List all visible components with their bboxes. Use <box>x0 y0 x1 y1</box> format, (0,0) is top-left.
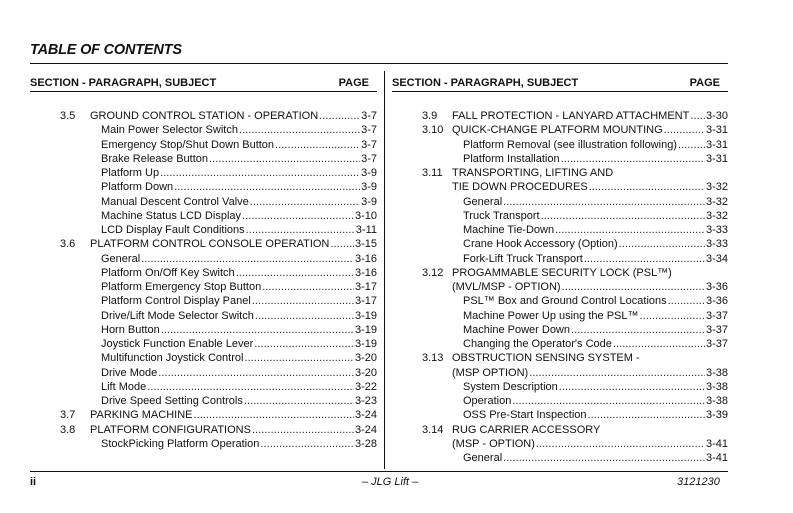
toc-entry[interactable] <box>392 180 728 194</box>
toc-entry[interactable] <box>392 351 728 365</box>
toc-entry-page: 3-9 <box>361 181 377 194</box>
dot-leader <box>559 380 705 394</box>
dot-leader <box>147 380 354 394</box>
toc-entry-page: 3-17 <box>354 295 377 308</box>
toc-entry[interactable] <box>392 437 728 451</box>
toc-entry-page: 3-38 <box>705 395 728 407</box>
toc-entry-page: 3-30 <box>705 110 728 122</box>
toc-entry-title: TIE DOWN PROCEDURES <box>452 181 588 194</box>
toc-entry-title: OBSTRUCTION SENSING SYSTEM - <box>452 352 640 365</box>
toc-entry-page: 3-32 <box>705 181 728 194</box>
dot-leader <box>260 437 354 451</box>
toc-entry-title: Drive Mode <box>101 366 158 379</box>
toc-entry[interactable] <box>392 323 728 337</box>
toc-entry-page: 3-39 <box>705 409 728 422</box>
toc-entry-number: 3.6 <box>60 238 76 251</box>
column-header <box>30 75 377 91</box>
dot-leader <box>668 294 705 308</box>
toc-entry[interactable] <box>30 351 377 365</box>
toc-entry[interactable] <box>30 280 377 294</box>
toc-entry[interactable] <box>30 223 377 237</box>
dot-leader <box>503 195 705 209</box>
toc-entry-title: RUG CARRIER ACCESSORY <box>452 423 601 436</box>
toc-entry-title: Brake Release Button <box>101 152 209 165</box>
toc-entry-page: 3-22 <box>354 380 377 393</box>
toc-entry-page: 3-19 <box>354 338 377 350</box>
dot-leader <box>244 351 354 365</box>
toc-entry-title: Drive/Lift Mode Selector Switch <box>101 309 254 322</box>
dot-leader <box>242 209 354 223</box>
dot-leader <box>639 309 704 323</box>
toc-entry-title: Joystick Function Enable Lever <box>101 338 254 350</box>
toc-entry-title: StockPicking Platform Operation <box>101 437 260 450</box>
toc-entry[interactable] <box>392 408 728 422</box>
toc-entry[interactable] <box>30 138 377 152</box>
toc-entry-title: QUICK-CHANGE PLATFORM MOUNTING <box>452 124 663 137</box>
toc-entry-page: 3-9 <box>361 195 377 208</box>
dot-leader <box>250 195 360 209</box>
toc-entry-title: (MVL/MSP - OPTION) <box>452 281 561 293</box>
toc-entry-title: GROUND CONTROL STATION - OPERATION <box>90 110 319 122</box>
toc-entry-title: Changing the Operator's Code <box>463 338 612 350</box>
dot-leader <box>584 252 705 266</box>
toc-entry[interactable] <box>392 451 728 465</box>
toc-entry[interactable] <box>392 209 728 223</box>
toc-entry-page: 3-31 <box>705 138 728 151</box>
toc-entry[interactable] <box>392 138 728 152</box>
toc-entry-page: 3-7 <box>361 152 377 165</box>
toc-entry[interactable] <box>30 323 377 337</box>
dot-leader <box>209 152 360 166</box>
toc-entry[interactable] <box>392 366 728 380</box>
dot-leader <box>536 437 705 451</box>
toc-entry[interactable] <box>30 423 377 437</box>
toc-entry[interactable] <box>392 394 728 408</box>
footer-rule <box>30 471 728 472</box>
toc-entry-page: 3-24 <box>354 423 377 436</box>
toc-entry-page: 3-32 <box>705 195 728 208</box>
toc-entry[interactable] <box>30 209 377 223</box>
page-title: TABLE OF CONTENTS <box>30 42 182 58</box>
toc-entry[interactable] <box>30 294 377 308</box>
dot-leader <box>174 180 360 194</box>
toc-entry-number: 3.8 <box>60 423 76 436</box>
toc-entry-page: 3-11 <box>355 224 377 236</box>
toc-entry-title: Drive Speed Setting Controls <box>101 395 243 407</box>
toc-entry-number: 3.12 <box>422 266 444 279</box>
toc-entry-title: (MSP OPTION) <box>452 366 529 379</box>
toc-entry[interactable] <box>30 394 377 408</box>
toc-entry-title: Manual Descent Control Valve <box>101 195 249 208</box>
dot-leader <box>158 366 354 380</box>
toc-entry[interactable] <box>392 123 728 137</box>
toc-entry-title: Horn Button <box>101 323 160 336</box>
toc-entry[interactable] <box>392 237 728 251</box>
toc-entry[interactable] <box>30 152 377 166</box>
toc-entry-page: 3-20 <box>354 352 377 365</box>
dot-leader <box>255 309 354 323</box>
toc-entry-number: 3.14 <box>422 423 444 436</box>
toc-entry-title: Operation <box>463 395 512 407</box>
toc-entry-title: Machine Power Down <box>463 323 570 336</box>
toc-entry-title: OSS Pre-Start Inspection <box>463 409 587 422</box>
toc-entry-number: 3.11 <box>422 167 443 179</box>
dot-leader <box>254 337 354 351</box>
toc-entry[interactable] <box>30 266 377 280</box>
dot-leader <box>252 423 354 437</box>
toc-entry-page: 3-31 <box>705 152 728 165</box>
header-rule <box>30 91 377 92</box>
dot-leader <box>319 109 360 123</box>
toc-entry[interactable] <box>30 123 377 137</box>
toc-entry-page: 3-28 <box>354 437 377 450</box>
toc-entry[interactable] <box>392 337 728 351</box>
toc-entry-page: 3-32 <box>705 209 728 222</box>
toc-entry-page: 3-20 <box>354 366 377 379</box>
dot-leader <box>541 209 705 223</box>
toc-entry-page: 3-38 <box>705 380 728 393</box>
dot-leader <box>160 166 360 180</box>
dot-leader <box>589 180 705 194</box>
toc-entry-title: Platform Removal (see illustration following) <box>463 138 677 151</box>
toc-entry-page: 3-19 <box>354 323 377 336</box>
toc-entry-page: 3-10 <box>354 209 377 222</box>
toc-entry-page: 3-36 <box>705 281 728 293</box>
dot-leader <box>619 237 705 251</box>
dot-leader <box>161 323 354 337</box>
toc-entry-number: 3.7 <box>60 409 76 422</box>
dot-leader <box>571 323 705 337</box>
toc-entry-page: 3-16 <box>354 252 377 265</box>
toc-entry-page: 3-41 <box>705 452 728 464</box>
toc-entry-page: 3-36 <box>705 295 728 308</box>
toc-entry-title: Platform Emergency Stop Button <box>101 281 262 293</box>
toc-entries-left <box>30 109 377 451</box>
dot-leader <box>690 109 705 123</box>
toc-entry-page: 3-7 <box>361 110 377 122</box>
toc-entry[interactable] <box>392 109 728 123</box>
toc-entry-title: Platform Down <box>101 181 174 194</box>
toc-entry-page: 3-37 <box>705 323 728 336</box>
toc-entry-title: PLATFORM CONTROL CONSOLE OPERATION <box>90 238 330 251</box>
toc-entry-title: FALL PROTECTION - LANYARD ATTACHMENT <box>452 110 690 122</box>
toc-entry[interactable] <box>30 380 377 394</box>
toc-entry-page: 3-33 <box>705 224 728 236</box>
toc-entry-page: 3-34 <box>705 252 728 265</box>
toc-entry[interactable] <box>392 280 728 294</box>
toc-entry-title: Platform On/Off Key Switch <box>101 266 235 279</box>
toc-entry-title: Platform Installation <box>463 152 560 165</box>
dot-leader <box>252 294 354 308</box>
toc-entry-title: PSL™ Box and Ground Control Locations <box>463 295 667 308</box>
toc-entry[interactable] <box>392 309 728 323</box>
toc-entry-page: 3-23 <box>354 395 377 407</box>
toc-entry-title: Machine Tie-Down <box>463 224 555 236</box>
toc-entry[interactable] <box>30 166 377 180</box>
dot-leader <box>141 252 354 266</box>
toc-entry-page: 3-7 <box>361 138 377 151</box>
toc-entry-title: Lift Mode <box>101 380 147 393</box>
toc-entry-title: PLATFORM CONFIGURATIONS <box>90 423 251 436</box>
toc-entry-page: 3-41 <box>705 437 728 450</box>
toc-entry-page: 3-17 <box>354 281 377 293</box>
toc-entry[interactable] <box>30 366 377 380</box>
toc-entry-title: TRANSPORTING, LIFTING AND <box>452 167 614 179</box>
toc-entry[interactable] <box>30 252 377 266</box>
dot-leader <box>262 280 354 294</box>
column-header-subject: SECTION - PARAGRAPH, SUBJECT <box>392 77 579 89</box>
column-header-page: PAGE <box>338 77 369 89</box>
footer-page-number: ii <box>30 476 37 488</box>
toc-entry-title: Main Power Selector Switch <box>101 124 238 137</box>
toc-entry[interactable] <box>30 180 377 194</box>
toc-entry-title: LCD Display Fault Conditions <box>101 224 245 236</box>
toc-entry-page: 3-7 <box>361 124 377 137</box>
toc-column-right <box>392 75 728 465</box>
toc-entry-number: 3.9 <box>422 110 438 122</box>
toc-entry-title: Crane Hook Accessory (Option) <box>463 238 618 251</box>
toc-entry-page: 3-19 <box>354 309 377 322</box>
toc-entry[interactable] <box>392 423 728 437</box>
dot-leader <box>562 280 705 294</box>
dot-leader <box>330 237 354 251</box>
toc-entry-page: 3-31 <box>705 124 728 137</box>
dot-leader <box>275 138 360 152</box>
toc-entry-title: General <box>101 252 141 265</box>
toc-entry-title: General <box>463 195 503 208</box>
toc-entry-page: 3-37 <box>705 338 728 350</box>
toc-entry[interactable] <box>30 408 377 422</box>
toc-entry-page: 3-38 <box>705 366 728 379</box>
toc-entry[interactable] <box>392 223 728 237</box>
dot-leader <box>239 123 360 137</box>
toc-entry-title: PARKING MACHINE <box>90 409 193 422</box>
toc-entry[interactable] <box>392 380 728 394</box>
toc-entry[interactable] <box>30 237 377 251</box>
toc-entry[interactable] <box>392 166 728 180</box>
dot-leader <box>244 394 354 408</box>
toc-entry[interactable] <box>30 109 377 123</box>
toc-entry-title: Truck Transport <box>463 209 540 222</box>
dot-leader <box>613 337 705 351</box>
toc-entry-title: Machine Status LCD Display <box>101 209 242 222</box>
column-header-page: PAGE <box>689 77 720 89</box>
header-rule <box>392 91 728 92</box>
toc-entry[interactable] <box>30 195 377 209</box>
toc-entry-title: (MSP - OPTION) <box>452 437 535 450</box>
toc-entry-title: PROGAMMABLE SECURITY LOCK (PSL™) <box>452 266 672 279</box>
toc-entry-title: System Description <box>463 380 558 393</box>
toc-entry[interactable] <box>392 195 728 209</box>
toc-entry-title: Multifunction Joystick Control <box>101 352 244 365</box>
toc-entry[interactable] <box>392 152 728 166</box>
toc-entry-number: 3.13 <box>422 352 444 365</box>
toc-entry[interactable] <box>392 294 728 308</box>
toc-entry-page: 3-37 <box>705 309 728 322</box>
dot-leader <box>561 152 705 166</box>
toc-entry-page: 3-16 <box>354 266 377 279</box>
dot-leader <box>664 123 705 137</box>
toc-entry-number: 3.5 <box>60 110 76 122</box>
toc-entry-number: 3.10 <box>422 124 444 137</box>
dot-leader <box>588 408 705 422</box>
dot-leader <box>193 408 353 422</box>
toc-entry[interactable] <box>392 252 728 266</box>
dot-leader <box>555 223 705 237</box>
toc-entry[interactable] <box>392 266 728 280</box>
toc-entry-title: Platform Up <box>101 167 160 179</box>
dot-leader <box>503 451 705 465</box>
toc-entry[interactable] <box>30 309 377 323</box>
dot-leader <box>236 266 354 280</box>
title-rule <box>30 63 728 64</box>
dot-leader <box>529 366 705 380</box>
column-header-subject: SECTION - PARAGRAPH, SUBJECT <box>30 77 217 89</box>
toc-entry-page: 3-33 <box>705 238 728 251</box>
toc-entry-page: 3-15 <box>354 238 377 251</box>
toc-entries-right <box>392 109 728 465</box>
dot-leader <box>678 138 705 152</box>
toc-entry-title: General <box>463 452 503 464</box>
toc-entry-title: Emergency Stop/Shut Down Button <box>101 138 275 151</box>
toc-entry[interactable] <box>30 437 377 451</box>
footer-center-text: – JLG Lift – <box>362 476 419 488</box>
toc-entry[interactable] <box>30 337 377 351</box>
toc-column-left <box>30 75 377 451</box>
dot-leader <box>512 394 705 408</box>
dot-leader <box>246 223 355 237</box>
column-header <box>392 75 728 91</box>
toc-entry-page: 3-9 <box>361 167 377 179</box>
toc-entry-page: 3-24 <box>354 409 377 422</box>
toc-entry-title: Platform Control Display Panel <box>101 295 251 308</box>
footer-doc-number: 3121230 <box>677 476 720 488</box>
toc-entry-title: Machine Power Up using the PSL™ <box>463 309 639 322</box>
toc-entry-title: Fork-Lift Truck Transport <box>463 252 583 265</box>
column-divider <box>384 71 385 469</box>
